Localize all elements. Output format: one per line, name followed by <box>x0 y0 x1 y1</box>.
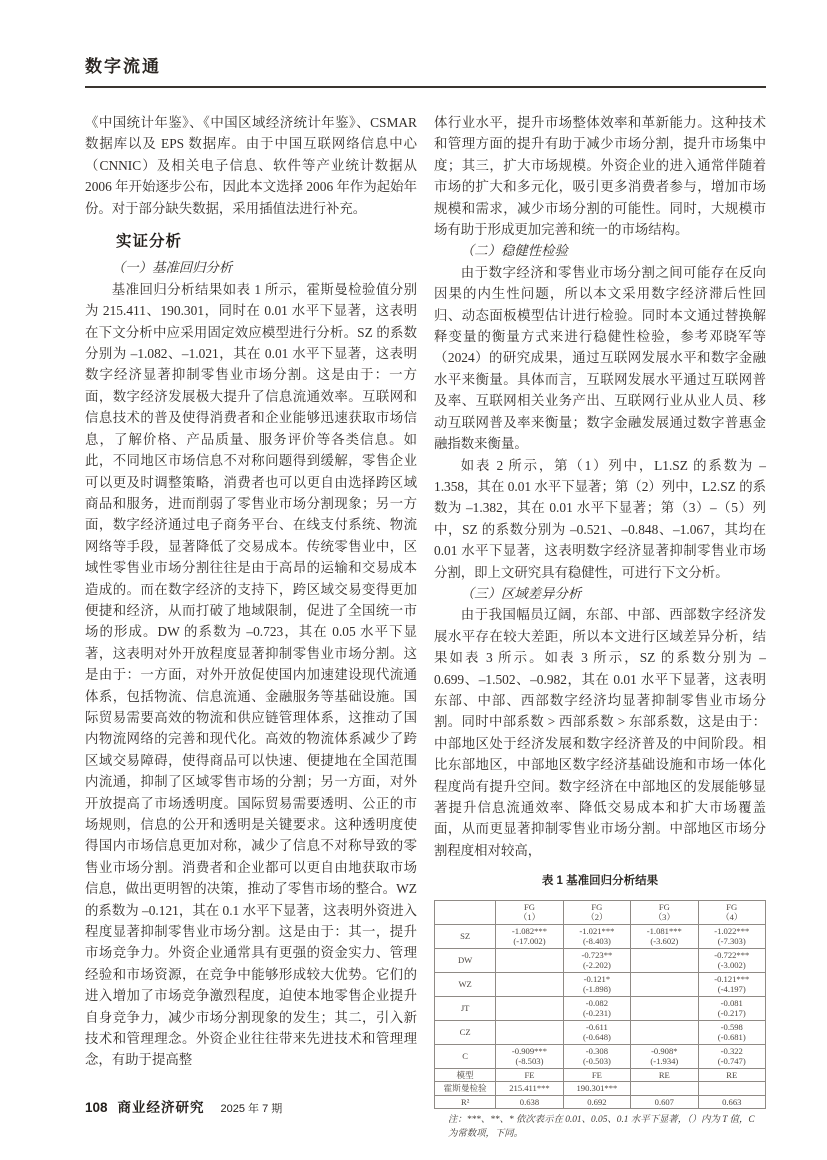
table-cell: SZ <box>435 924 496 948</box>
paragraph-baseline-results: 基准回归分析结果如表 1 所示，霍斯曼检验值分别为 215.411、190.301，同时在 0.01 水平下显著，这表明在下文分析中应采用固定效应模型进行分析。SZ 的系数分别为 –1.082、–1.021，其在 0.01 水平下显著，这表明数字经济显著抑制零售业市场分割。这是由于：一方面，数字经济发展极大提升了信息流通效率。互联网和信息技术的普及使得消费者和企业能够迅速获取市场信息，了解价格、产品质量、服务评价等各类信息。如此，不同地区市场信息不对称问题得到缓解，零售企业可以更及时调整策略，消费者也可以更自由选择跨区域商品和服务，进而削弱了零售业市场分割现象；另一方面，数字经济通过电子商务平台、在线支付系统、物流网络等手段，显著降低了交易成本。传统零售业中，区域性零售业市场分割往往是由于高昂的运输和交易成本造成的。而在数字经济的支持下，跨区域交易变得更加便捷和经济，从而打破了地域限制，促进了全国统一市场的形成。DW 的系数为 –0.723，其在 0.05 水平下显著，这表明对外开放程度显著抑制零售业市场分割。这是由于：一方面，对外开放促使国内加速建设现代流通体系，包括物流、信息流通、金融服务等基础设施。国际贸易需要高效的物流和供应链管理体系，这推动了国内物流网络的完善和现代化。高效的物流体系减少了跨区域交易障碍，使得商品可以快速、便捷地在全国范围内流通，抑制了区域零售市场的分割；另一方面，对外开放提高了市场透明度。国际贸易需要透明、公正的市场规则，信息的公开和透明是关键要求。这种透明度使得国内市场信息更加对称，减少了信息不对称导致的零售业市场分割。消费者和企业都可以更自由地获取市场信息，做出更明智的决策，推动了零售市场的整合。WZ 的系数为 –0.121，其在 0.1 水平下显著，这表明外资进入程度显著抑制零售业市场分割。这是由于：其一，提升市场竞争力。外资企业通常具有更强的资金实力、管理经验和市场资源，在竞争中能够形成较大优势。它们的进入增加了市场竞争激烈程度，迫使本地零售企业提升自身竞争力，减少市场分割现象的发生；其二，引入新技术和管理理念。外资企业往往带来先进技术和管理理念，有助于提高整 <box>85 281 417 1068</box>
table-cell: FG （2） <box>563 900 630 924</box>
table-cell: 215.411*** <box>496 1082 563 1096</box>
subheading-robustness-test: （二）稳健性检验 <box>460 243 568 259</box>
table-cell: FE <box>496 1068 563 1082</box>
table-cell: -1.021*** (-8.403) <box>563 924 630 948</box>
regression-table-body <box>435 900 766 1109</box>
table-cell: 0.607 <box>631 1095 698 1109</box>
heading-empirical-analysis: 实证分析 <box>116 233 183 251</box>
table-cell: 霍斯曼检验 <box>435 1082 496 1096</box>
subheading-regional-difference: （三）区域差异分析 <box>460 585 582 601</box>
table1-block <box>434 871 766 1141</box>
table-cell: FG （1） <box>496 900 563 924</box>
table-cell: -0.121*** (-4.197) <box>698 972 765 996</box>
table-row <box>435 1082 766 1096</box>
table-cell: -0.308 (-0.503) <box>563 1044 630 1068</box>
table-cell: C <box>435 1044 496 1068</box>
paragraph-robustness-results: 如表 2 所示，第（1）列中，L1.SZ 的系数为 –1.358，其在 0.01 水平下显著；第（2）列中，L2.SZ 的系数为 –1.382，其在 0.01 水平下显著；第（3）–（5）列中，SZ 的系数分别为 –0.521、–0.848、–1.067，其均在 0.01 水平下显著，这表明数字经济显著抑制零售业市场分割，即上文研究具有稳健性，可进行下文分析。 <box>434 457 766 580</box>
table-cell: -0.909*** (-8.503) <box>496 1044 563 1068</box>
table-cell: 模型 <box>435 1068 496 1082</box>
table-cell: -0.723** (-2.202) <box>563 948 630 972</box>
table-cell: -0.908* (-1.934) <box>631 1044 698 1068</box>
table-cell: -1.081*** (-3.602) <box>631 924 698 948</box>
table-cell: FG （3） <box>631 900 698 924</box>
table-cell: RE <box>631 1068 698 1082</box>
paragraph-robustness-method: 由于数字经济和零售业市场分割之间可能存在反向因果的内生性问题，所以本文采用数字经济滞后性回归、动态面板模型估计进行检验。同时本文通过替换解释变量的衡量方式来进行稳健性检验，参考邓晓军等（2024）的研究成果，通过互联网发展水平和数字金融水平来衡量。具体而言，互联网发展水平通过互联网普及率、互联网相关业务产出、互联网行业从业人员、移动互联网普及率来衡量；数字金融发展通过数字普惠金融指数来衡量。 <box>434 264 766 452</box>
table-row <box>435 996 766 1020</box>
table-row <box>435 1044 766 1068</box>
paragraph-data-sources: 《中国统计年鉴》、《中国区域经济统计年鉴》、CSMAR 数据库以及 EPS 数据库。由于中国互联网络信息中心（CNNIC）及相关电子信息、软件等产业统计数据从 2006 年开始逐步公布，因此本文选择 2006 年作为起始年份。对于部分缺失数据，采用插值法进行补充。 <box>85 115 417 216</box>
table-cell: WZ <box>435 972 496 996</box>
table-cell: -0.722*** (-3.002) <box>698 948 765 972</box>
table-cell: FE <box>563 1068 630 1082</box>
table-cell: -0.081 (-0.217) <box>698 996 765 1020</box>
table1-title: 表 1 基准回归分析结果 <box>541 875 659 888</box>
paragraph-regional-results: 由于我国幅员辽阔，东部、中部、西部数字经济发展水平存在较大差距，所以本文进行区域差异分析，结果如表 3 所示。如表 3 所示，SZ 的系数分别为 –0.699、–1.502、–0.982，其在 0.01 水平下显著，这表明东部、中部、西部数字经济均显著抑制零售业市场分割。同时中部系数 > 西部系数 > 东部系数，这是由于：中部地区处于经济发展和数字经济普及的中间阶段。相比东部地区，中部地区数字经济基础设施和市场一体化程度尚有提升空间。数字经济在中部地区的发展能够显著提升信息流通效率、降低交易成本和扩大市场覆盖面，从而更显著抑制零售业市场分割。中部地区市场分割程度相对较高， <box>434 607 766 858</box>
table-cell <box>631 948 698 972</box>
table-cell <box>631 972 698 996</box>
table-cell <box>631 996 698 1020</box>
table-cell <box>496 1020 563 1044</box>
page-footer <box>85 1096 282 1116</box>
table-cell <box>435 900 496 924</box>
table-cell: CZ <box>435 1020 496 1044</box>
table-cell: -1.022*** (-7.303) <box>698 924 765 948</box>
table-cell: 0.638 <box>496 1095 563 1109</box>
table-cell: 0.692 <box>563 1095 630 1109</box>
table-cell: FG （4） <box>698 900 765 924</box>
table-cell <box>631 1082 698 1096</box>
journal-name: 商业经济研究 <box>117 1100 205 1115</box>
subheading-baseline-regression: （一）基准回归分析 <box>111 260 233 276</box>
two-column-body <box>85 112 766 1141</box>
table-cell: JT <box>435 996 496 1020</box>
table-cell: -0.598 (-0.681) <box>698 1020 765 1044</box>
paragraph-fdi-continued: 体行业水平，提升市场整体效率和革新能力。这种技术和管理方面的提升有助于减少市场分割，提升市场集中度；其三，扩大市场规模。外资企业的进入通常伴随着市场的扩大和多元化，吸引更多消费者参与，增加市场规模和需求，减少市场分割的可能性。同时，大规模市场有助于形成更加完善和统一的市场结构。 <box>434 115 766 238</box>
issue-label: 2025 年 7 期 <box>220 1103 283 1115</box>
table1-note: 注：***、**、* 依次表示在 0.01、0.05、0.1 水平下显著，（）内为 T 值，C 为常数项，下同。 <box>448 1115 755 1139</box>
table-cell: 0.663 <box>698 1095 765 1109</box>
table-cell <box>496 948 563 972</box>
table-row <box>435 1020 766 1044</box>
table-cell: -1.082*** (-17.002) <box>496 924 563 948</box>
table-cell: RE <box>698 1068 765 1082</box>
table-row <box>435 1068 766 1082</box>
right-column <box>434 112 766 1141</box>
page-number: 108 <box>85 1100 108 1115</box>
left-column <box>85 112 417 1141</box>
table-cell: -0.082 (-0.231) <box>563 996 630 1020</box>
table-row <box>435 924 766 948</box>
masthead <box>85 52 766 88</box>
table-cell: 190.301*** <box>563 1082 630 1096</box>
table-header-row <box>435 900 766 924</box>
table-cell <box>496 996 563 1020</box>
page-content <box>85 52 766 1141</box>
table-cell <box>496 972 563 996</box>
table-cell: DW <box>435 948 496 972</box>
table-row <box>435 972 766 996</box>
table-cell <box>631 1020 698 1044</box>
regression-table <box>434 900 766 1110</box>
table-cell: R² <box>435 1095 496 1109</box>
table-cell <box>698 1082 765 1096</box>
table-cell: -0.121* (-1.898) <box>563 972 630 996</box>
table-cell: -0.611 (-0.648) <box>563 1020 630 1044</box>
table-cell: -0.322 (-0.747) <box>698 1044 765 1068</box>
table-row <box>435 948 766 972</box>
section-title: 数字流通 <box>85 57 161 76</box>
table-row <box>435 1095 766 1109</box>
